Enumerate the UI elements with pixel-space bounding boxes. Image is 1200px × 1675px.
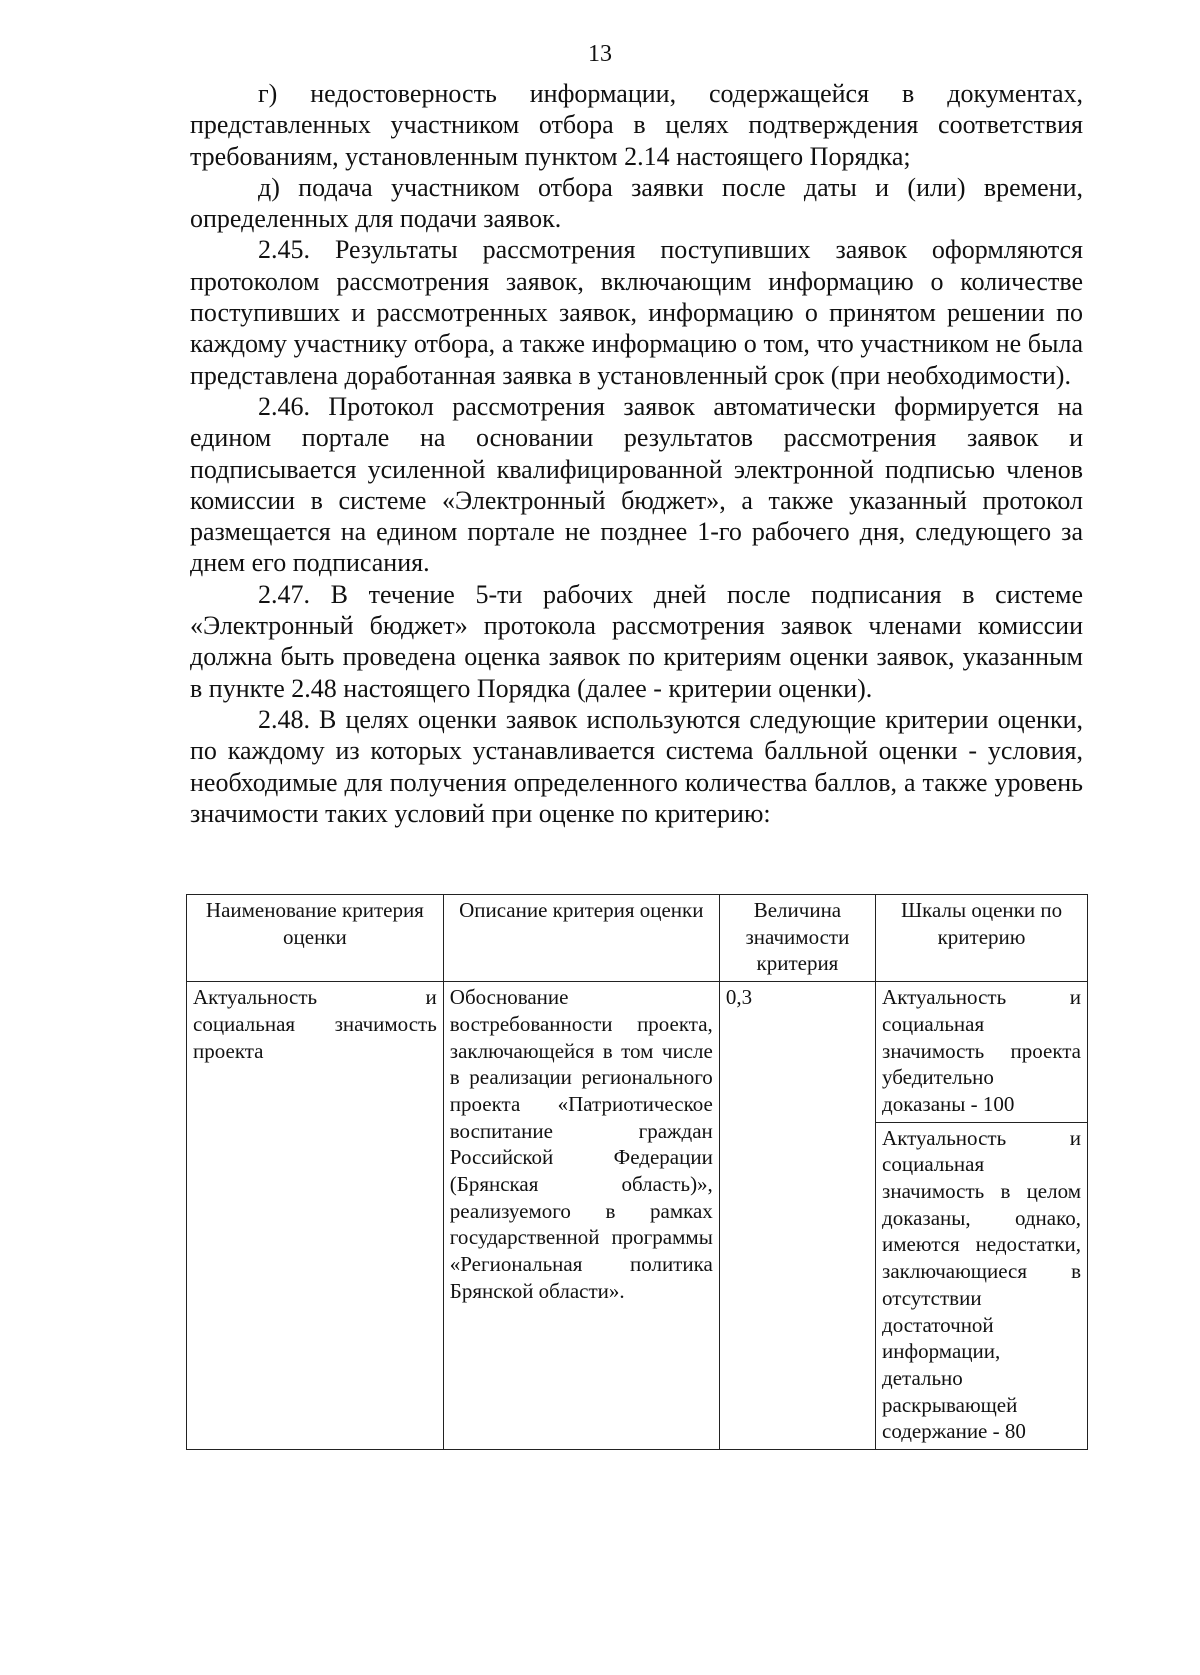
cell-criterion-description: Обоснование востребованности проекта, заключающейся в том числе в реализации регионального проекта «Патриотическое воспитание граждан Российской Федерации (Брянская область)», реализуемого в рамках государственной программы «Региональная политика Брянской области».: [443, 982, 719, 1450]
header-criterion-scale: Шкалы оценки по критерию: [876, 895, 1088, 982]
cell-criterion-scale: [876, 982, 1088, 1450]
paragraph-2-45: 2.45. Результаты рассмотрения поступивших заявок оформляются протоколом рассмотрения заявок, включающим информацию о количестве поступивших и рассмотренных заявок, информацию о принятом решении по каждому участнику отбора, а также информацию о том, что участником не была представлена доработанная заявка в установленный срок (при необходимости).: [190, 235, 1083, 390]
cell-criterion-name: Актуальность и социальная значимость проекта: [187, 982, 444, 1450]
header-criterion-name: Наименование критерия оценки: [187, 895, 444, 982]
paragraph-2-48: 2.48. В целях оценки заявок используются следующие критерии оценки, по каждому из которых устанавливается система балльной оценки - условия, необходимые для получения определенного количества баллов, а также уровень значимости таких условий при оценке по критерию:: [190, 704, 1083, 828]
paragraph-item-g: г) недостоверность информации, содержащейся в документах, представленных участником отбора в целях подтверждения соответствия требованиям, установленным пунктом 2.14 настоящего Порядка;: [190, 79, 1083, 171]
document-body: [190, 78, 1083, 829]
paragraph-item-d: д) подача участником отбора заявки после даты и (или) времени, определенных для подачи заявок.: [190, 172, 1083, 234]
scale-item-80: Актуальность и социальная значимость в целом доказаны, однако, имеются недостатки, заключающиеся в отсутствии достаточной информации, детально раскрывающей содержание - 80: [882, 1125, 1081, 1444]
table-header-row: [187, 895, 1088, 982]
criteria-table: [186, 894, 1088, 1450]
paragraph-2-47: 2.47. В течение 5-ти рабочих дней после подписания в системе «Электронный бюджет» протокола рассмотрения заявок членами комиссии должна быть проведена оценка заявок по критериям оценки заявок, указанным в пункте 2.48 настоящего Порядка (далее - критерии оценки).: [190, 579, 1083, 703]
cell-criterion-weight: 0,3: [719, 982, 875, 1450]
page-number: 13: [588, 41, 612, 67]
paragraph-2-46: 2.46. Протокол рассмотрения заявок автоматически формируется на едином портале на основании результатов рассмотрения заявок и подписывается усиленной квалифицированной электронной подписью членов комиссии в системе «Электронный бюджет», а также указанный протокол размещается на едином портале не позднее 1-го рабочего дня, следующего за днем его подписания.: [190, 391, 1083, 578]
table-row: [187, 982, 1088, 1450]
scale-item-100: Актуальность и социальная значимость проекта убедительно доказаны - 100: [876, 982, 1087, 1123]
header-criterion-weight: Величина значимости критерия: [719, 895, 875, 982]
header-criterion-description: Описание критерия оценки: [443, 895, 719, 982]
